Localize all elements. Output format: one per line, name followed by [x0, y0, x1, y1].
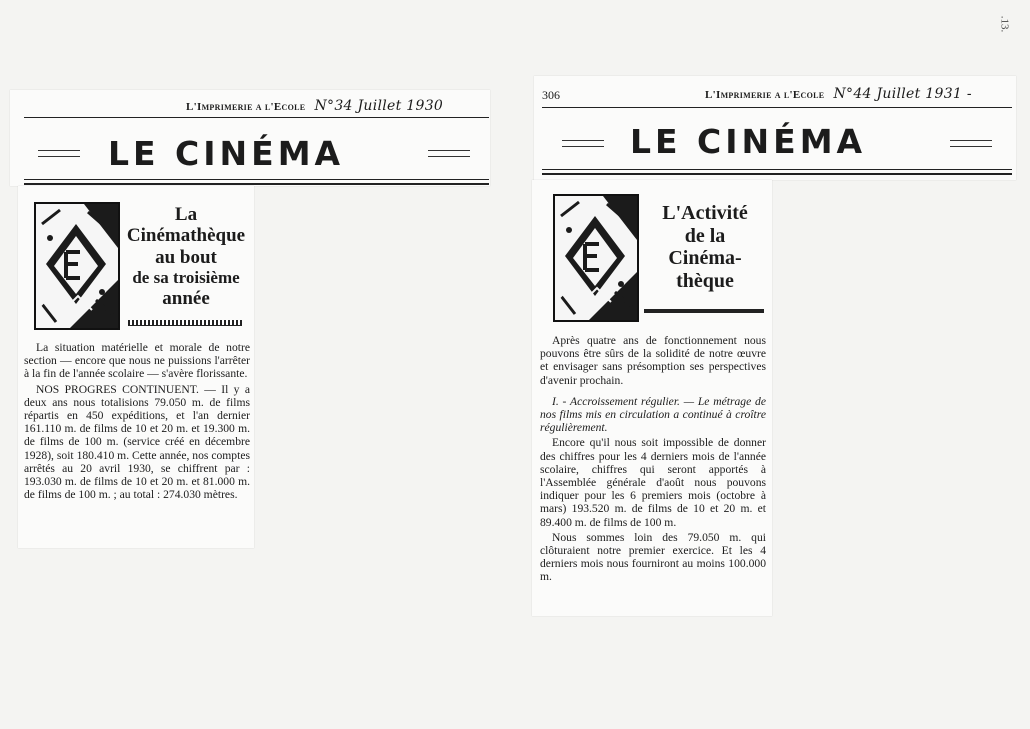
handwritten-note: N°44 Juillet 1931 - — [833, 86, 972, 102]
masthead-rule — [542, 169, 1012, 170]
clipping-1-running-head — [186, 98, 443, 114]
handwritten-note: N°34 Juillet 1930 — [314, 98, 444, 114]
masthead-rule — [542, 107, 1012, 108]
cine-logo-icon — [36, 204, 118, 328]
paragraph: NOS PROGRES CONTINUENT. — Il y a deux ans nous totalisions 79.050 m. de films répartis en 450 expéditions, et l'an dernier 161.110 m. de films de 10 et 20 m. et 19.300 m. de films de 100 m. (service créé en décembre 1928), soit 180.410 m. Cette année, nos comptes arrêtés au 20 avril 1930, se chiffrent par : 193.030 m. de films de 10 et 20 m. et 81.000 m. de films de 100 m. ; au total : 274.030 mètres. — [24, 382, 250, 502]
paragraph: Nous sommes loin des 79.050 m. qui clôturaient notre premier exercice. Et les 4 derniers mois nous fourniront au moins 100.000 m. — [540, 530, 766, 584]
clipping-2-running-head — [705, 86, 972, 102]
page-folio: .13. — [997, 15, 1010, 33]
paragraph: Encore qu'il nous soit impossible de donner des chiffres pour les 4 derniers mois de l'année scolaire, chiffres qui seront apportés à l'Assemblée générale d'août nous pouvons indiquer pour les 6 premiers mois (octobre à mars) 193.520 m. de films de 10 et 20 m. et 89.400 m. de films de 100 m. — [540, 436, 766, 529]
title-ornament-left — [562, 140, 604, 147]
headline-rule — [644, 309, 764, 313]
paragraph: Après quatre ans de fonctionnement nous pouvons être sûrs de la solidité de notre œuvre et envisager sans présomption ses perspectives d'avenir prochain. — [540, 334, 766, 387]
headline-line: thèque — [676, 269, 734, 292]
section-title: LE CINÉMA — [108, 134, 345, 173]
masthead-rule — [24, 179, 489, 180]
masthead-rule — [24, 183, 489, 185]
headline-line: au bout — [155, 246, 217, 268]
headline-line: Cinéma- — [668, 247, 742, 270]
headline-line: La — [174, 204, 198, 225]
page-number: 306 — [542, 88, 560, 102]
masthead-rule — [542, 173, 1012, 175]
cine-logo — [553, 194, 639, 322]
article-body — [540, 334, 766, 584]
headline-line: année — [162, 287, 210, 309]
running-head-label: L'Imprimerie a l'Ecole — [186, 101, 306, 113]
headline-line: Cinémathèque — [126, 225, 246, 247]
cine-logo — [34, 202, 120, 330]
paragraph — [540, 395, 766, 435]
article-body — [24, 341, 250, 501]
cine-logo-icon — [555, 196, 637, 320]
headline-line: L'Activité — [662, 202, 748, 224]
paragraph: La situation matérielle et morale de notre section — encore que nous ne puissions l'arrêter à la fin de l'année scolaire — s'avère florissante. — [24, 341, 250, 381]
headline-line: de sa troisième — [132, 268, 240, 288]
headline-line: de la — [684, 224, 726, 247]
article-headline — [124, 204, 248, 309]
title-ornament-right — [950, 140, 992, 147]
headline-ornament — [128, 320, 242, 326]
title-ornament-left — [38, 150, 80, 157]
paragraph-text: I. - Accroissement régulier. — Le métrage de nos films mis en circulation a continué à croître régulièrement. — [540, 394, 766, 435]
running-head-label: L'Imprimerie a l'Ecole — [705, 89, 825, 101]
section-title: LE CINÉMA — [630, 122, 867, 161]
masthead-rule — [24, 117, 489, 118]
article-headline — [644, 202, 766, 292]
title-ornament-right — [428, 150, 470, 157]
